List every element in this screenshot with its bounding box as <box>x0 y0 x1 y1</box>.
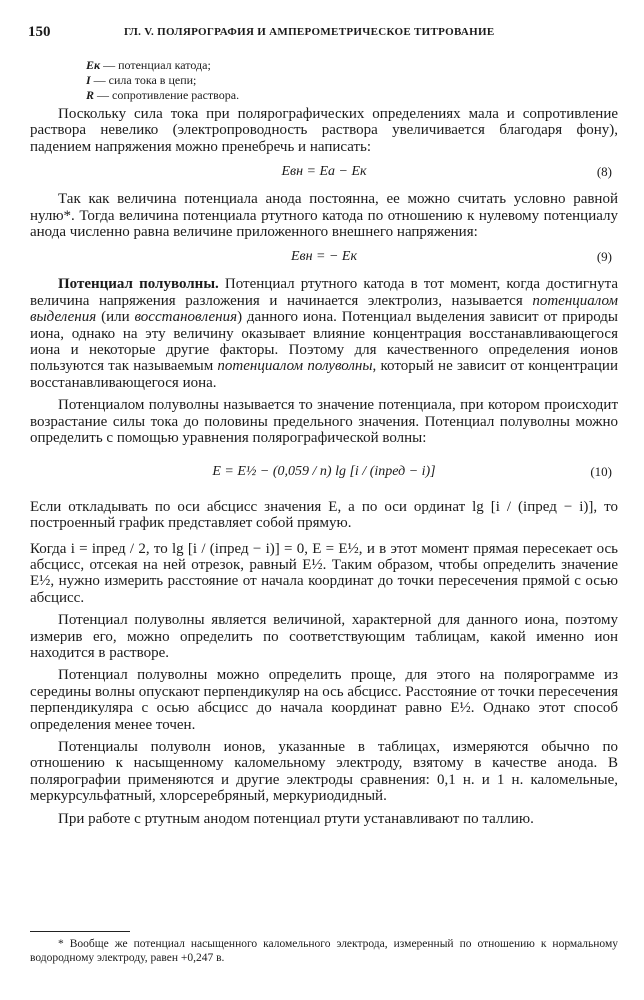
running-head: ГЛ. V. ПОЛЯРОГРАФИЯ И АМПЕРОМЕТРИЧЕСКОЕ ТИТРОВАНИЕ <box>124 26 495 38</box>
definition-symbol: I <box>86 73 91 87</box>
footnote: * Вообще же потенциал насыщенного каломельного электрода, измеренный по отношению к нормальному водородному электроду, равен +0,247 в. <box>30 938 618 964</box>
text-run: , который не зависит от концентрации восстанавливающегося иона. <box>30 358 618 391</box>
equation-9 <box>30 246 618 270</box>
definitions-list <box>86 58 239 103</box>
text-run: ) данного иона. Потенциал выделения зависит от природы иона, однако на эту величину оказывает влияние концентрация восстанавливающегося иона и некоторые другие факторы. Поэтому для качественного определения ионов пользуются так называемым <box>30 309 618 375</box>
equation-formula: Eвн = Eа − Eк <box>281 164 367 180</box>
term: потенциалом выделения <box>30 292 618 326</box>
definition-symbol: R <box>86 88 95 102</box>
definition-item <box>86 88 239 103</box>
paragraph: Потенциал полуволны является величиной, характерной для данного иона, поэтому измерив его, можно определить по соответствующим таблицам, какой именно ион находится в растворе. <box>30 612 618 661</box>
term: восстановления <box>134 309 238 326</box>
paragraph: При работе с ртутным анодом потенциал ртути устанавливают по таллию. <box>58 810 534 827</box>
footnote-divider <box>30 931 130 932</box>
term: потенциалом полуволны <box>217 358 373 375</box>
definition-item <box>86 73 239 88</box>
equation-10 <box>30 453 618 493</box>
paragraph-half-wave <box>30 276 618 391</box>
definition-text: — потенциал катода; <box>103 58 211 72</box>
paragraph: Потенциал полуволны можно определить проще, для этого на полярограмме из середины волны опускают перпендикуляр на ось абсцисс. Расстояние от точки пересечения перпендикуляра с осью абсцисс до начала координат равно E½. Однако этот способ определения менее точен. <box>30 667 618 733</box>
equation-formula: Eвн = − Eк <box>290 249 358 265</box>
section-title: Потенциал полуволны. <box>58 276 219 293</box>
paragraph: Когда i = iпред / 2, то lg [i / (iпред − i)] = 0, E = E½, и в этот момент прямая пересекает ось абсцисс, отсекая на ней отрезок, равный E½. Таким образом, чтобы определить значение E½, нужно измерить расстояние от начала координат до точки пересечения прямой с осью абсцисс. <box>30 540 618 606</box>
definition-text: — сопротивление раствора. <box>97 88 240 102</box>
equation-formula: E = E½ − (0,059 / n) lg [i / (iпред − i)] <box>212 463 436 479</box>
definition-text: — сила тока в цепи; <box>93 73 197 87</box>
definition-symbol: Eк <box>86 58 101 72</box>
main-text <box>30 106 618 833</box>
page-number: 150 <box>28 24 51 40</box>
paragraph: Потенциалом полуволны называется то значение потенциала, при котором происходит возрастание силы тока до половины предельного значения. Потенциал полуволны можно определить с помощью уравнения полярографической волны: <box>30 397 618 447</box>
page-header <box>28 24 616 44</box>
paragraph: Потенциалы полуволн ионов, указанные в таблицах, измеряются обычно по отношению к насыщенному каломельному электроду, взятому в качестве анода. В полярографии применяются и другие электроды сравнения: 0,1 н. и 1 н. каломельные, меркурсульфатный, хлорсеребряный, меркуриодидный. <box>30 738 618 805</box>
text-run: Потенциал ртутного катода в тот момент, когда достигнута величина напряжения разложения и начинается электролиз, называется <box>30 276 618 309</box>
paragraph: Поскольку сила тока при полярографических определениях мала и сопротивление раствора невелико (электропроводность раствора увеличивается благодаря фону), падением напряжения можно пренебречь и написать: <box>30 106 618 155</box>
equation-number: (9) <box>596 249 612 265</box>
text-run: (или <box>96 309 135 326</box>
equation-number: (10) <box>590 463 612 479</box>
definition-item <box>86 58 239 73</box>
paragraph: Если откладывать по оси абсцисс значения E, а по оси ординат lg [i / (iпред − i)], то построенный график представляет собой прямую. <box>30 498 618 531</box>
equation-8 <box>30 161 618 185</box>
equation-number: (8) <box>596 164 612 180</box>
paragraph: Так как величина потенциала анода постоянна, ее можно считать условно равной нулю*. Тогда величина потенциала ртутного катода по отношению к нулевому потенциалу анода численно равна величине приложенного внешнего напряжения: <box>30 191 618 241</box>
